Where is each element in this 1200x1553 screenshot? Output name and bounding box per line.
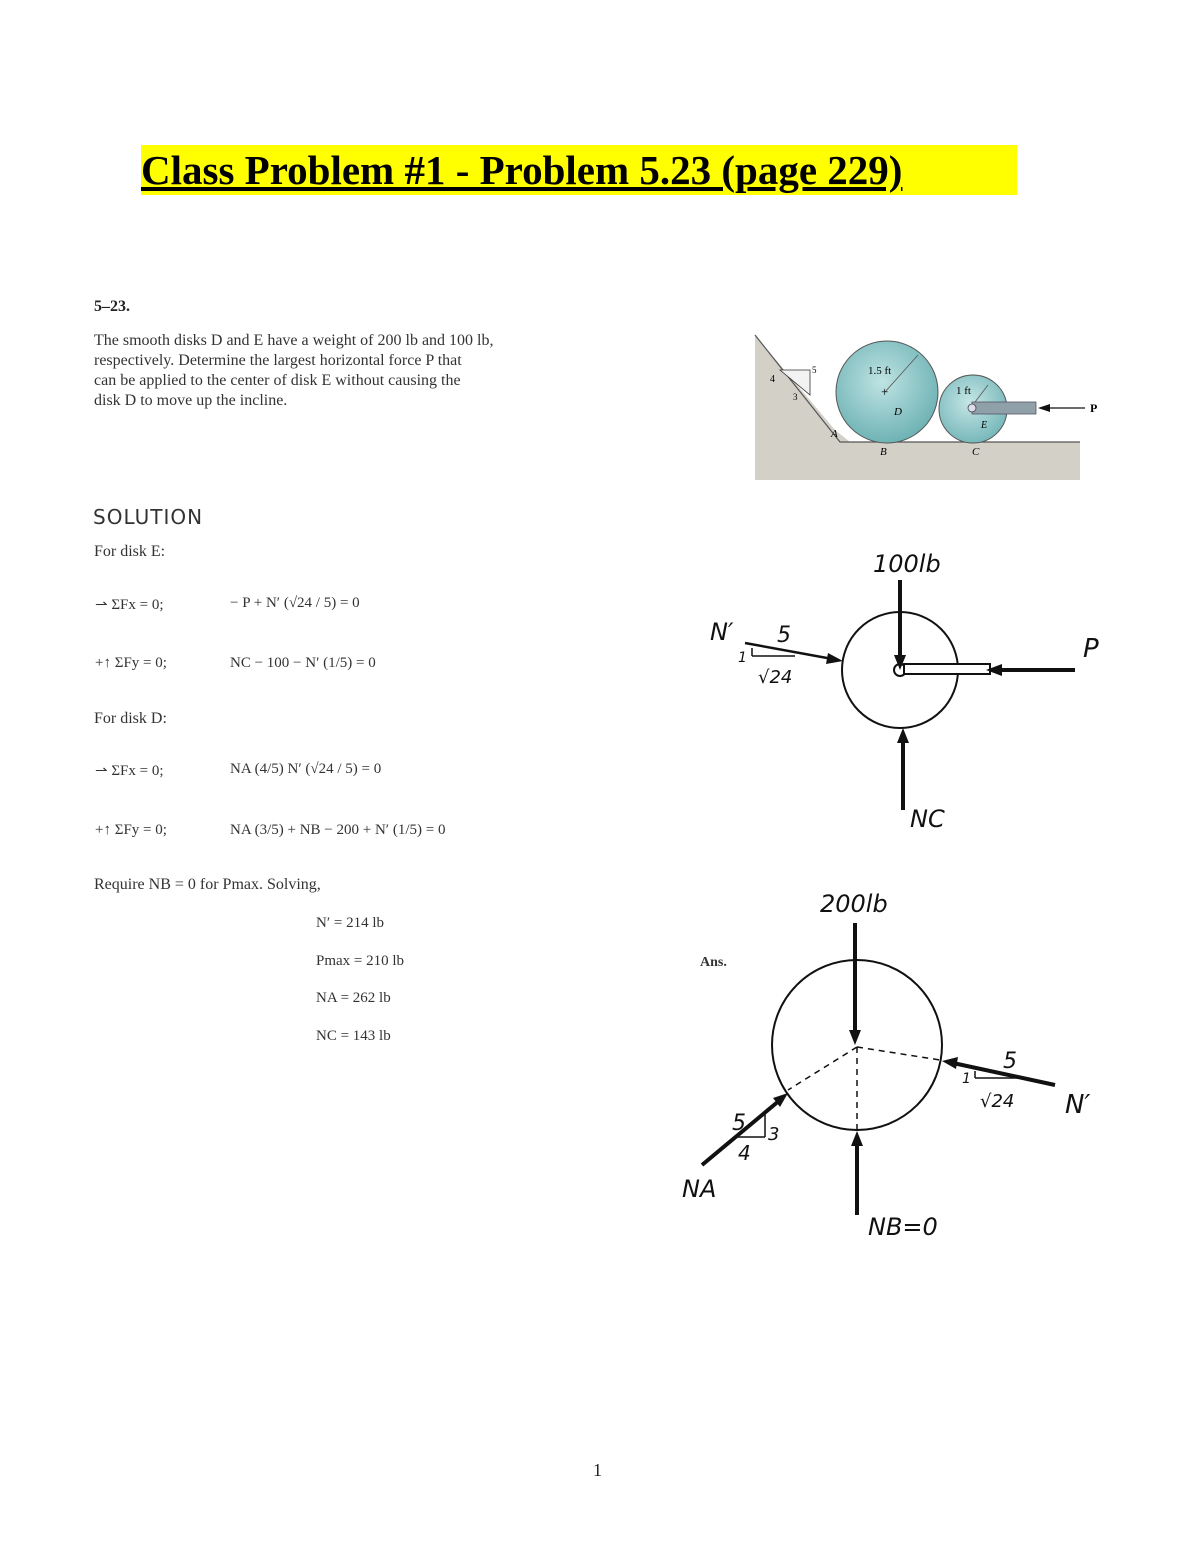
statement-line: can be applied to the center of disk E without causing the bbox=[94, 372, 461, 389]
solution-heading: SOLUTION bbox=[93, 505, 204, 529]
fbd-e-rod bbox=[904, 664, 990, 674]
push-rod bbox=[972, 402, 1036, 414]
fbd-d-weight-arrowhead bbox=[849, 1030, 861, 1045]
fbd-disk-e bbox=[690, 540, 1120, 850]
fbd-e-nprime-label: N′ bbox=[710, 618, 734, 646]
fbd-d-dash-a bbox=[788, 1047, 857, 1090]
statement-line: The smooth disks D and E have a weight of 200 lb and 100 lb, bbox=[94, 332, 494, 349]
fbd-d-weight-label: 200lb bbox=[820, 890, 888, 918]
radius-e-label: 1 ft bbox=[956, 385, 971, 397]
pin-e bbox=[968, 404, 976, 412]
result-p-max: Pmax = 210 lb bbox=[316, 953, 405, 969]
equation-lhs: ⇀ ΣFx = 0; bbox=[95, 597, 164, 613]
slope-rise-label: 4 bbox=[770, 374, 775, 385]
fbd-e-slope-rise-label: 1 bbox=[738, 650, 747, 666]
fbd-d-a-hyp-label: 5 bbox=[732, 1111, 746, 1136]
statement-line: disk D to move up the incline. bbox=[94, 392, 288, 409]
fbd-e-nprime-arrow bbox=[745, 643, 838, 660]
force-p-label: P bbox=[1090, 401, 1098, 415]
require-statement: Require NB = 0 for Pmax. Solving, bbox=[94, 876, 321, 893]
disk-d-heading: For disk D: bbox=[94, 710, 167, 727]
fbd-d-slope-hyp-label: 5 bbox=[1003, 1049, 1017, 1074]
point-a-label: A bbox=[831, 428, 838, 440]
result-n-a: NA = 262 lb bbox=[316, 990, 391, 1006]
fbd-e-nc-label: NC bbox=[910, 805, 945, 833]
point-c-label: C bbox=[972, 446, 980, 458]
result-n-c: NC = 143 lb bbox=[316, 1028, 391, 1044]
equation-lhs: +↑ ΣFy = 0; bbox=[95, 822, 167, 838]
problem-statement bbox=[94, 331, 550, 411]
disk-d-label: D bbox=[894, 406, 902, 418]
slope-hyp-label: 5 bbox=[812, 365, 817, 375]
statement-line: respectively. Determine the largest horizontal force P that bbox=[94, 352, 462, 369]
fbd-e-slope-run-label: √24 bbox=[758, 667, 793, 688]
page-title: Class Problem #1 - Problem 5.23 (page 229) bbox=[141, 145, 1017, 195]
point-b-label: B bbox=[880, 446, 887, 458]
slope-run-label: 3 bbox=[793, 392, 798, 402]
equation-lhs: +↑ ΣFy = 0; bbox=[95, 655, 167, 671]
equation-rhs: NA (4/5) N′ (√24 / 5) = 0 bbox=[230, 761, 382, 777]
answer-marker: Ans. bbox=[700, 955, 727, 970]
equation-rhs: − P + N′ (√24 / 5) = 0 bbox=[230, 595, 360, 611]
fbd-d-slope-run-label: √24 bbox=[980, 1091, 1015, 1112]
fbd-d-na-label: NA bbox=[682, 1175, 717, 1203]
problem-number: 5–23. bbox=[94, 298, 130, 315]
fbd-d-slope-rise-label: 1 bbox=[962, 1071, 971, 1087]
equation-rhs: NC − 100 − N′ (1/5) = 0 bbox=[230, 655, 376, 671]
problem-figure bbox=[740, 330, 1120, 490]
fbd-d-nprime-arrowhead bbox=[942, 1057, 958, 1069]
disk-e-label: E bbox=[981, 420, 988, 431]
equation-lhs: ⇀ ΣFx = 0; bbox=[95, 763, 164, 779]
force-p-arrowhead bbox=[1038, 404, 1050, 412]
fbd-e-p-label: P bbox=[1083, 634, 1099, 664]
fbd-e-slope-hyp-label: 5 bbox=[777, 623, 791, 648]
equation-rhs: NA (3/5) + NB − 200 + N′ (1/5) = 0 bbox=[230, 822, 446, 838]
fbd-d-a-rise-label: 3 bbox=[768, 1124, 780, 1145]
result-n-prime: N′ = 214 lb bbox=[316, 915, 384, 931]
page-number: 1 bbox=[593, 1460, 602, 1480]
fbd-e-nprime-arrowhead bbox=[826, 653, 843, 664]
disk-e-heading: For disk E: bbox=[94, 543, 166, 560]
radius-d-label: 1.5 ft bbox=[868, 365, 892, 377]
fbd-e-weight-label: 100lb bbox=[873, 550, 941, 578]
fbd-d-a-run-label: 4 bbox=[738, 1141, 751, 1165]
fbd-disk-d bbox=[670, 885, 1120, 1240]
fbd-d-dash-e bbox=[857, 1047, 940, 1060]
fbd-e-nc-arrowhead bbox=[897, 728, 909, 743]
fbd-d-nprime-label: N′ bbox=[1065, 1090, 1091, 1120]
disk-d-center: + bbox=[881, 384, 889, 399]
fbd-d-nb-arrowhead bbox=[851, 1131, 863, 1146]
fbd-d-nb-label: NB=0 bbox=[868, 1213, 938, 1240]
